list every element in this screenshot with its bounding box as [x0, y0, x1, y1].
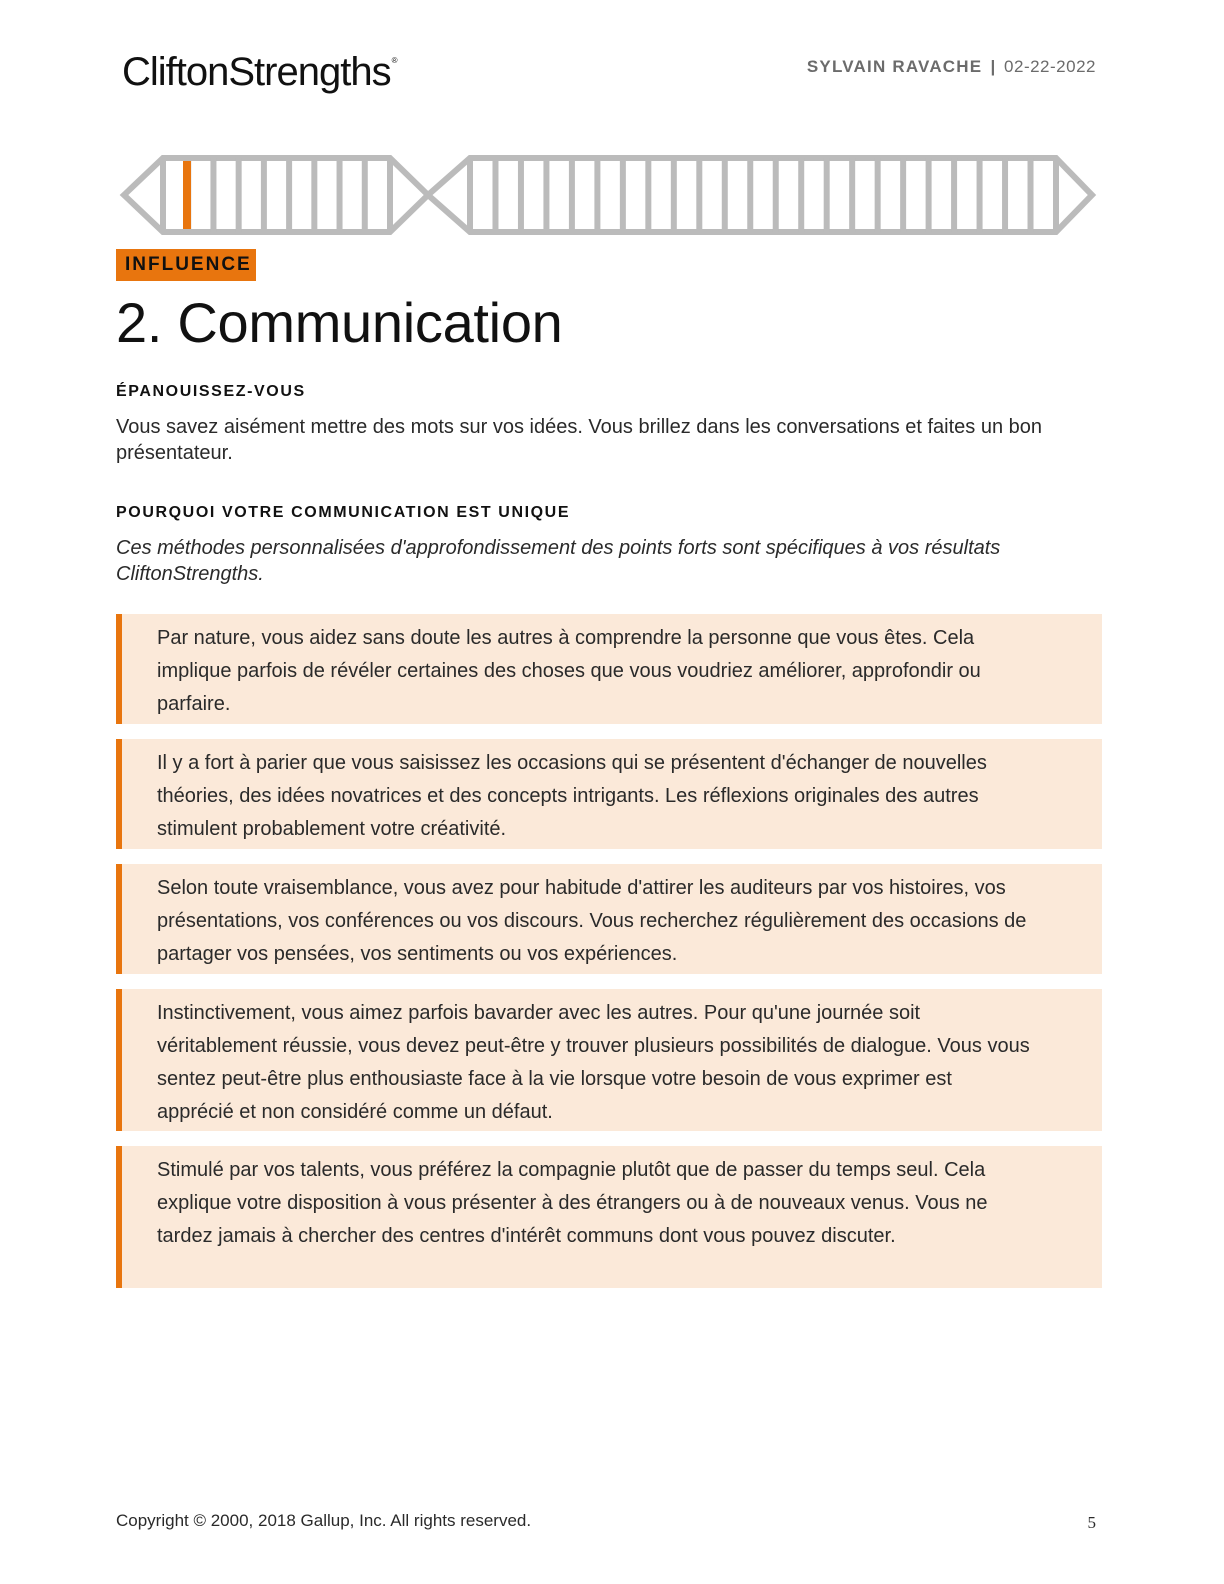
- strengths-rank-strip: [116, 152, 1100, 242]
- insight-text: Stimulé par vos talents, vous préférez la compagnie plutôt que de passer du temps seul. Cela explique votre disposition à vous présenter à des étrangers ou à de nouveaux venus. Vous ne tardez jamais à chercher des centres d'intérêt communs dont vous pouvez discuter.: [157, 1159, 988, 1247]
- thrive-heading: ÉPANOUISSEZ-VOUS: [116, 383, 306, 400]
- insight-item: [116, 989, 1102, 1131]
- other-themes-frame: [428, 158, 1092, 232]
- registered-mark: ®: [391, 56, 397, 65]
- insight-text: Par nature, vous aidez sans doute les autres à comprendre la personne que vous êtes. Cela implique parfois de révéler certaines des choses que vous voudriez améliorer, approfondir ou parfaire.: [157, 627, 981, 715]
- copyright-notice: Copyright © 2000, 2018 Gallup, Inc. All rights reserved.: [116, 1511, 532, 1530]
- insight-text: Il y a fort à parier que vous saisissez les occasions qui se présentent d'échanger de nouvelles théories, des idées novatrices et des concepts intrigants. Les réflexions originales des autres stimulent probablement votre créativité.: [157, 752, 987, 840]
- report-meta: [807, 57, 1096, 77]
- page-number: 5: [1087, 1513, 1096, 1532]
- report-date: 02-22-2022: [1004, 57, 1096, 76]
- unique-intro: Ces méthodes personnalisées d'approfondissement des points forts sont spécifiques à vos résultats CliftonStrengths.: [116, 537, 1001, 585]
- insight-item: [116, 614, 1102, 724]
- insight-item: [116, 1146, 1102, 1288]
- meta-separator: |: [990, 57, 996, 76]
- thrive-text: Vous savez aisément mettre des mots sur vos idées. Vous brillez dans les conversations et faites un bon présentateur.: [116, 416, 1043, 464]
- top-themes-frame: [124, 158, 428, 232]
- insight-item: [116, 864, 1102, 974]
- domain-badge: INFLUENCE: [116, 249, 256, 281]
- insight-item: [116, 739, 1102, 849]
- theme-title: 2. Communication: [116, 291, 563, 354]
- insight-text: Instinctivement, vous aimez parfois bavarder avec les autres. Pour qu'une journée soit véritablement réussie, vous devez peut-être y trouver plusieurs possibilités de dialogue. Vous vous sentez peut-être plus enthousiaste face à la vie lorsque votre besoin de vous exprimer est apprécié et non considéré comme un défaut.: [157, 1002, 1030, 1123]
- person-name: SYLVAIN RAVACHE: [806, 57, 983, 76]
- clifton-strengths-logo: [122, 50, 397, 95]
- logo-text: CliftonStrengths: [122, 50, 391, 94]
- unique-heading: POURQUOI VOTRE COMMUNICATION EST UNIQUE: [116, 504, 571, 521]
- insight-text: Selon toute vraisemblance, vous avez pour habitude d'attirer les auditeurs par vos histoires, vos présentations, vos conférences ou vos discours. Vous recherchez régulièrement des occasions de partager vos pensées, vos sentiments ou vos expériences.: [157, 877, 1027, 965]
